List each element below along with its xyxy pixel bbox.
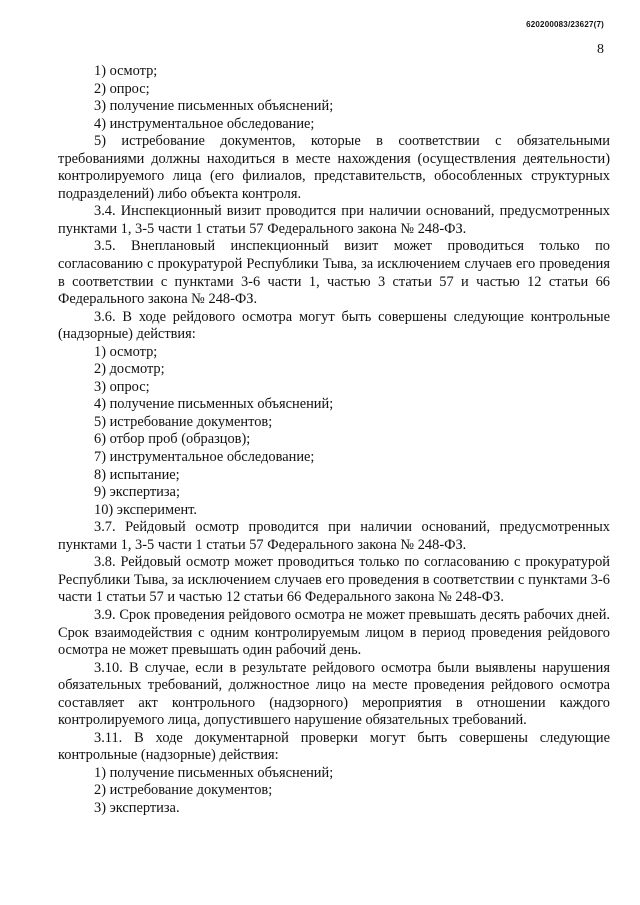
paragraph: 3.10. В случае, если в результате рейдового осмотра были выявлены нарушения обязательных требований, должностное лицо на месте проведения рейдового осмотра составляет акт контрольного (надзорного) мероприятия в отношении каждого контролируемого лица, допустившего нарушение обязательных требований.: [58, 659, 610, 729]
paragraph: 5) истребование документов, которые в соответствии с обязательными требованиями должны находиться в месте нахождения (осуществления деятельности) контролируемого лица (его филиалов, представительств, обособленных структурных подразделений) либо объекта контроля.: [58, 133, 610, 202]
list-item: 9) экспертиза;: [94, 484, 180, 501]
paragraph: 3.7. Рейдовый осмотр проводится при наличии оснований, предусмотренных пунктами 1, 3-5 части 1 статьи 57 Федерального закона № 248-ФЗ.: [58, 519, 610, 553]
document-id: 620200083/23627(7): [526, 20, 604, 29]
list-item: 1) получение письменных объяснений;: [94, 764, 334, 781]
list-item: 4) инструментальное обследование;: [94, 115, 315, 132]
list-item: 8) испытание;: [94, 466, 180, 483]
list-item: 2) истребование документов;: [94, 782, 273, 799]
paragraph: 3.4. Инспекционный визит проводится при наличии оснований, предусмотренных пунктами 1, 3-5 части 1 статьи 57 Федерального закона № 248-ФЗ.: [58, 203, 610, 237]
paragraph: 3.8. Рейдовый осмотр может проводиться только по согласованию с прокуратурой Республики Тыва, за исключением случаев его проведения в соответствии с пунктами 3-6 части 1 статьи 57 и частью 12 статьи 66 Федерального закона № 248-ФЗ.: [58, 554, 610, 606]
list-item: 1) осмотр;: [94, 63, 158, 79]
paragraph: 3.11. В ходе документарной проверки могут быть совершены следующие контрольные (надзорные) действия:: [58, 729, 610, 764]
list-item: 3) опрос;: [94, 378, 150, 395]
list-item: 4) получение письменных объяснений;: [94, 396, 334, 413]
page-number: 8: [597, 42, 604, 57]
paragraph: 3.9. Срок проведения рейдового осмотра не может превышать десять рабочих дней. Срок взаимодействия с одним контролируемым лицом в период проведения рейдового осмотра не может превышать один рабочий день.: [58, 606, 610, 659]
list-item: 1) осмотр;: [94, 343, 158, 360]
list-item: 5) истребование документов;: [94, 413, 273, 430]
list-item: 3) экспертиза.: [94, 799, 180, 816]
paragraph: 3.6. В ходе рейдового осмотра могут быть совершены следующие контрольные (надзорные) действия:: [58, 308, 610, 343]
list-item: 10) эксперимент.: [94, 501, 197, 518]
list-item: 3) получение письменных объяснений;: [94, 98, 334, 115]
paragraph: 3.5. Внеплановый инспекционный визит может проводиться только по согласованию с прокуратурой Республики Тыва, за исключением случаев его проведения в соответствии с пунктами 3-6 части 1, частью 3 статьи 57 и частью 12 статьи 66 Федерального закона № 248-ФЗ.: [58, 238, 610, 308]
list-item: 6) отбор проб (образцов);: [94, 431, 251, 448]
list-item: 7) инструментальное обследование;: [94, 449, 315, 466]
document-body: [58, 63, 610, 818]
list-item: 2) досмотр;: [94, 361, 165, 378]
list-item: 2) опрос;: [94, 80, 150, 97]
